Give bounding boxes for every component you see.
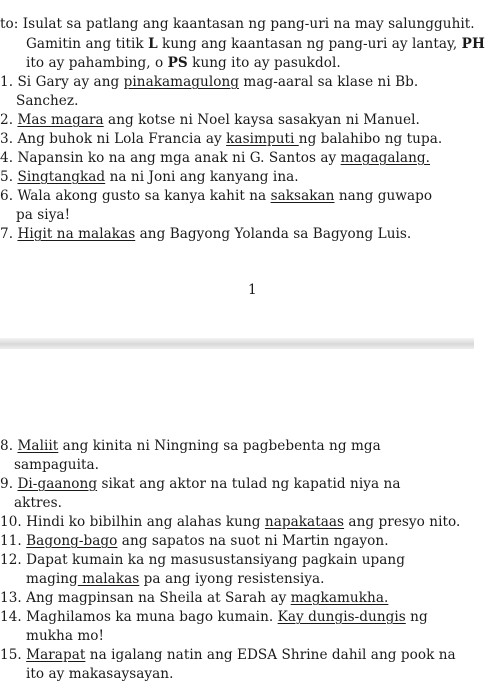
worksheet-page-1: [0, 0, 485, 338]
item-15-continued: ito ay makasaysayan.: [26, 666, 174, 682]
page-separator: [0, 338, 474, 349]
item-6-continued: pa siya!: [16, 207, 71, 223]
item-8: 8. Maliit ang kinita ni Ningning sa pagbebenta ng mga: [0, 438, 381, 454]
item-9: 9. Di-gaanong sikat ang aktor na tulad ng kapatid niya na: [0, 476, 401, 492]
item-1: 1. Si Gary ay ang pinakamagulong mag-aaral sa klase ni Bb.: [0, 74, 419, 90]
item-3: 3. Ang buhok ni Lola Francia ay kasimputi ng balahibo ng tupa.: [0, 131, 443, 147]
page-number: 1: [248, 282, 257, 298]
item-13: 13. Ang magpinsan na Sheila at Sarah ay magkamukha.: [0, 590, 389, 606]
item-4: 4. Napansin ko na ang mga anak ni G. Santos ay magagalang.: [0, 150, 430, 166]
item-1-continued: Sanchez.: [16, 93, 79, 109]
item-12: 12. Dapat kumain ka ng masusustansiyang pagkain upang: [0, 552, 405, 568]
item-14: 14. Maghilamos ka muna bago kumain. Kay dungis-dungis ng: [0, 609, 428, 625]
item-12-continued: maging malakas pa ang iyong resistensiya.: [26, 571, 325, 587]
item-9-continued: aktres.: [14, 495, 62, 511]
item-10: 10. Hindi ko bibilhin ang alahas kung napakataas ang presyo nito.: [0, 514, 461, 530]
item-2: 2. Mas magara ang kotse ni Noel kaysa sasakyan ni Manuel.: [0, 112, 420, 128]
item-6: 6. Wala akong gusto sa kanya kahit na saksakan nang guwapo: [0, 188, 433, 204]
item-8-continued: sampaguita.: [14, 457, 100, 473]
instruction-line: Gamitin ang titik L kung ang kaantasan ng pang-uri ay lantay, PH: [26, 36, 485, 52]
instruction-line: ito ay pahambing, o PS kung ito ay pasukdol.: [26, 55, 341, 71]
item-11: 11. Bagong-bago ang sapatos na suot ni Martin ngayon.: [0, 533, 389, 549]
instruction-line: to: Isulat sa patlang ang kaantasan ng pang-uri na may salungguhit.: [0, 16, 475, 32]
item-14-continued: mukha mo!: [26, 628, 105, 644]
worksheet-page-2: [0, 349, 474, 695]
item-5: 5. Singtangkad na ni Joni ang kanyang ina.: [0, 169, 299, 185]
item-15: 15. Marapat na igalang natin ang EDSA Shrine dahil ang pook na: [0, 647, 456, 663]
item-7: 7. Higit na malakas ang Bagyong Yolanda sa Bagyong Luis.: [0, 226, 412, 242]
